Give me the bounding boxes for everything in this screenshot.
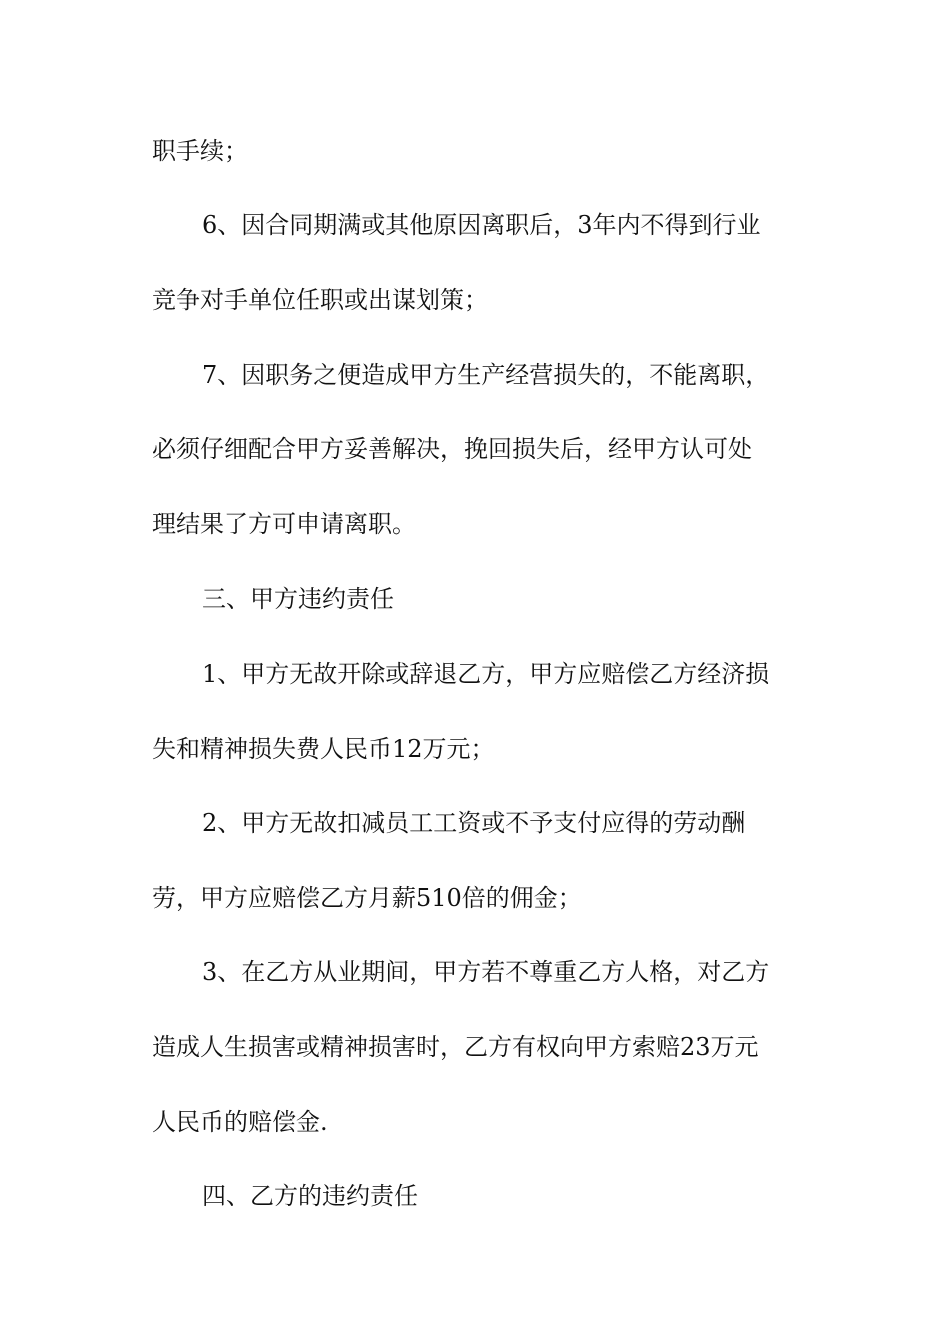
text-line-8: 1、甲方无故开除或辞退乙方，甲方应赔偿乙方经济损: [202, 660, 770, 688]
section-heading-4: 四、乙方的违约责任: [202, 1182, 418, 1210]
text-line-4: 7、因职务之便造成甲方生产经营损失的，不能离职，: [202, 361, 770, 389]
text-line-6: 理结果了方可申请离职。: [152, 510, 416, 538]
text-line-2: 6、因合同期满或其他原因离职后，3年内不得到行业: [202, 211, 761, 239]
text-line-10: 2、甲方无故扣减员工工资或不予支付应得的劳动酬: [202, 809, 746, 837]
text-line-5: 必须仔细配合甲方妥善解决，挽回损失后，经甲方认可处: [152, 435, 752, 463]
text-line-1: 职手续；: [152, 137, 248, 165]
text-line-12: 3、在乙方从业期间，甲方若不尊重乙方人格，对乙方: [202, 958, 770, 986]
section-heading-3: 三、甲方违约责任: [202, 585, 394, 613]
text-line-13: 造成人生损害或精神损害时，乙方有权向甲方索赔23万元: [152, 1033, 759, 1061]
text-line-14: 人民币的赔偿金.: [152, 1108, 328, 1136]
text-line-3: 竞争对手单位任职或出谋划策；: [152, 286, 488, 314]
text-line-11: 劳，甲方应赔偿乙方月薪510倍的佣金；: [152, 884, 582, 912]
text-line-9: 失和精神损失费人民币12万元；: [152, 735, 495, 763]
